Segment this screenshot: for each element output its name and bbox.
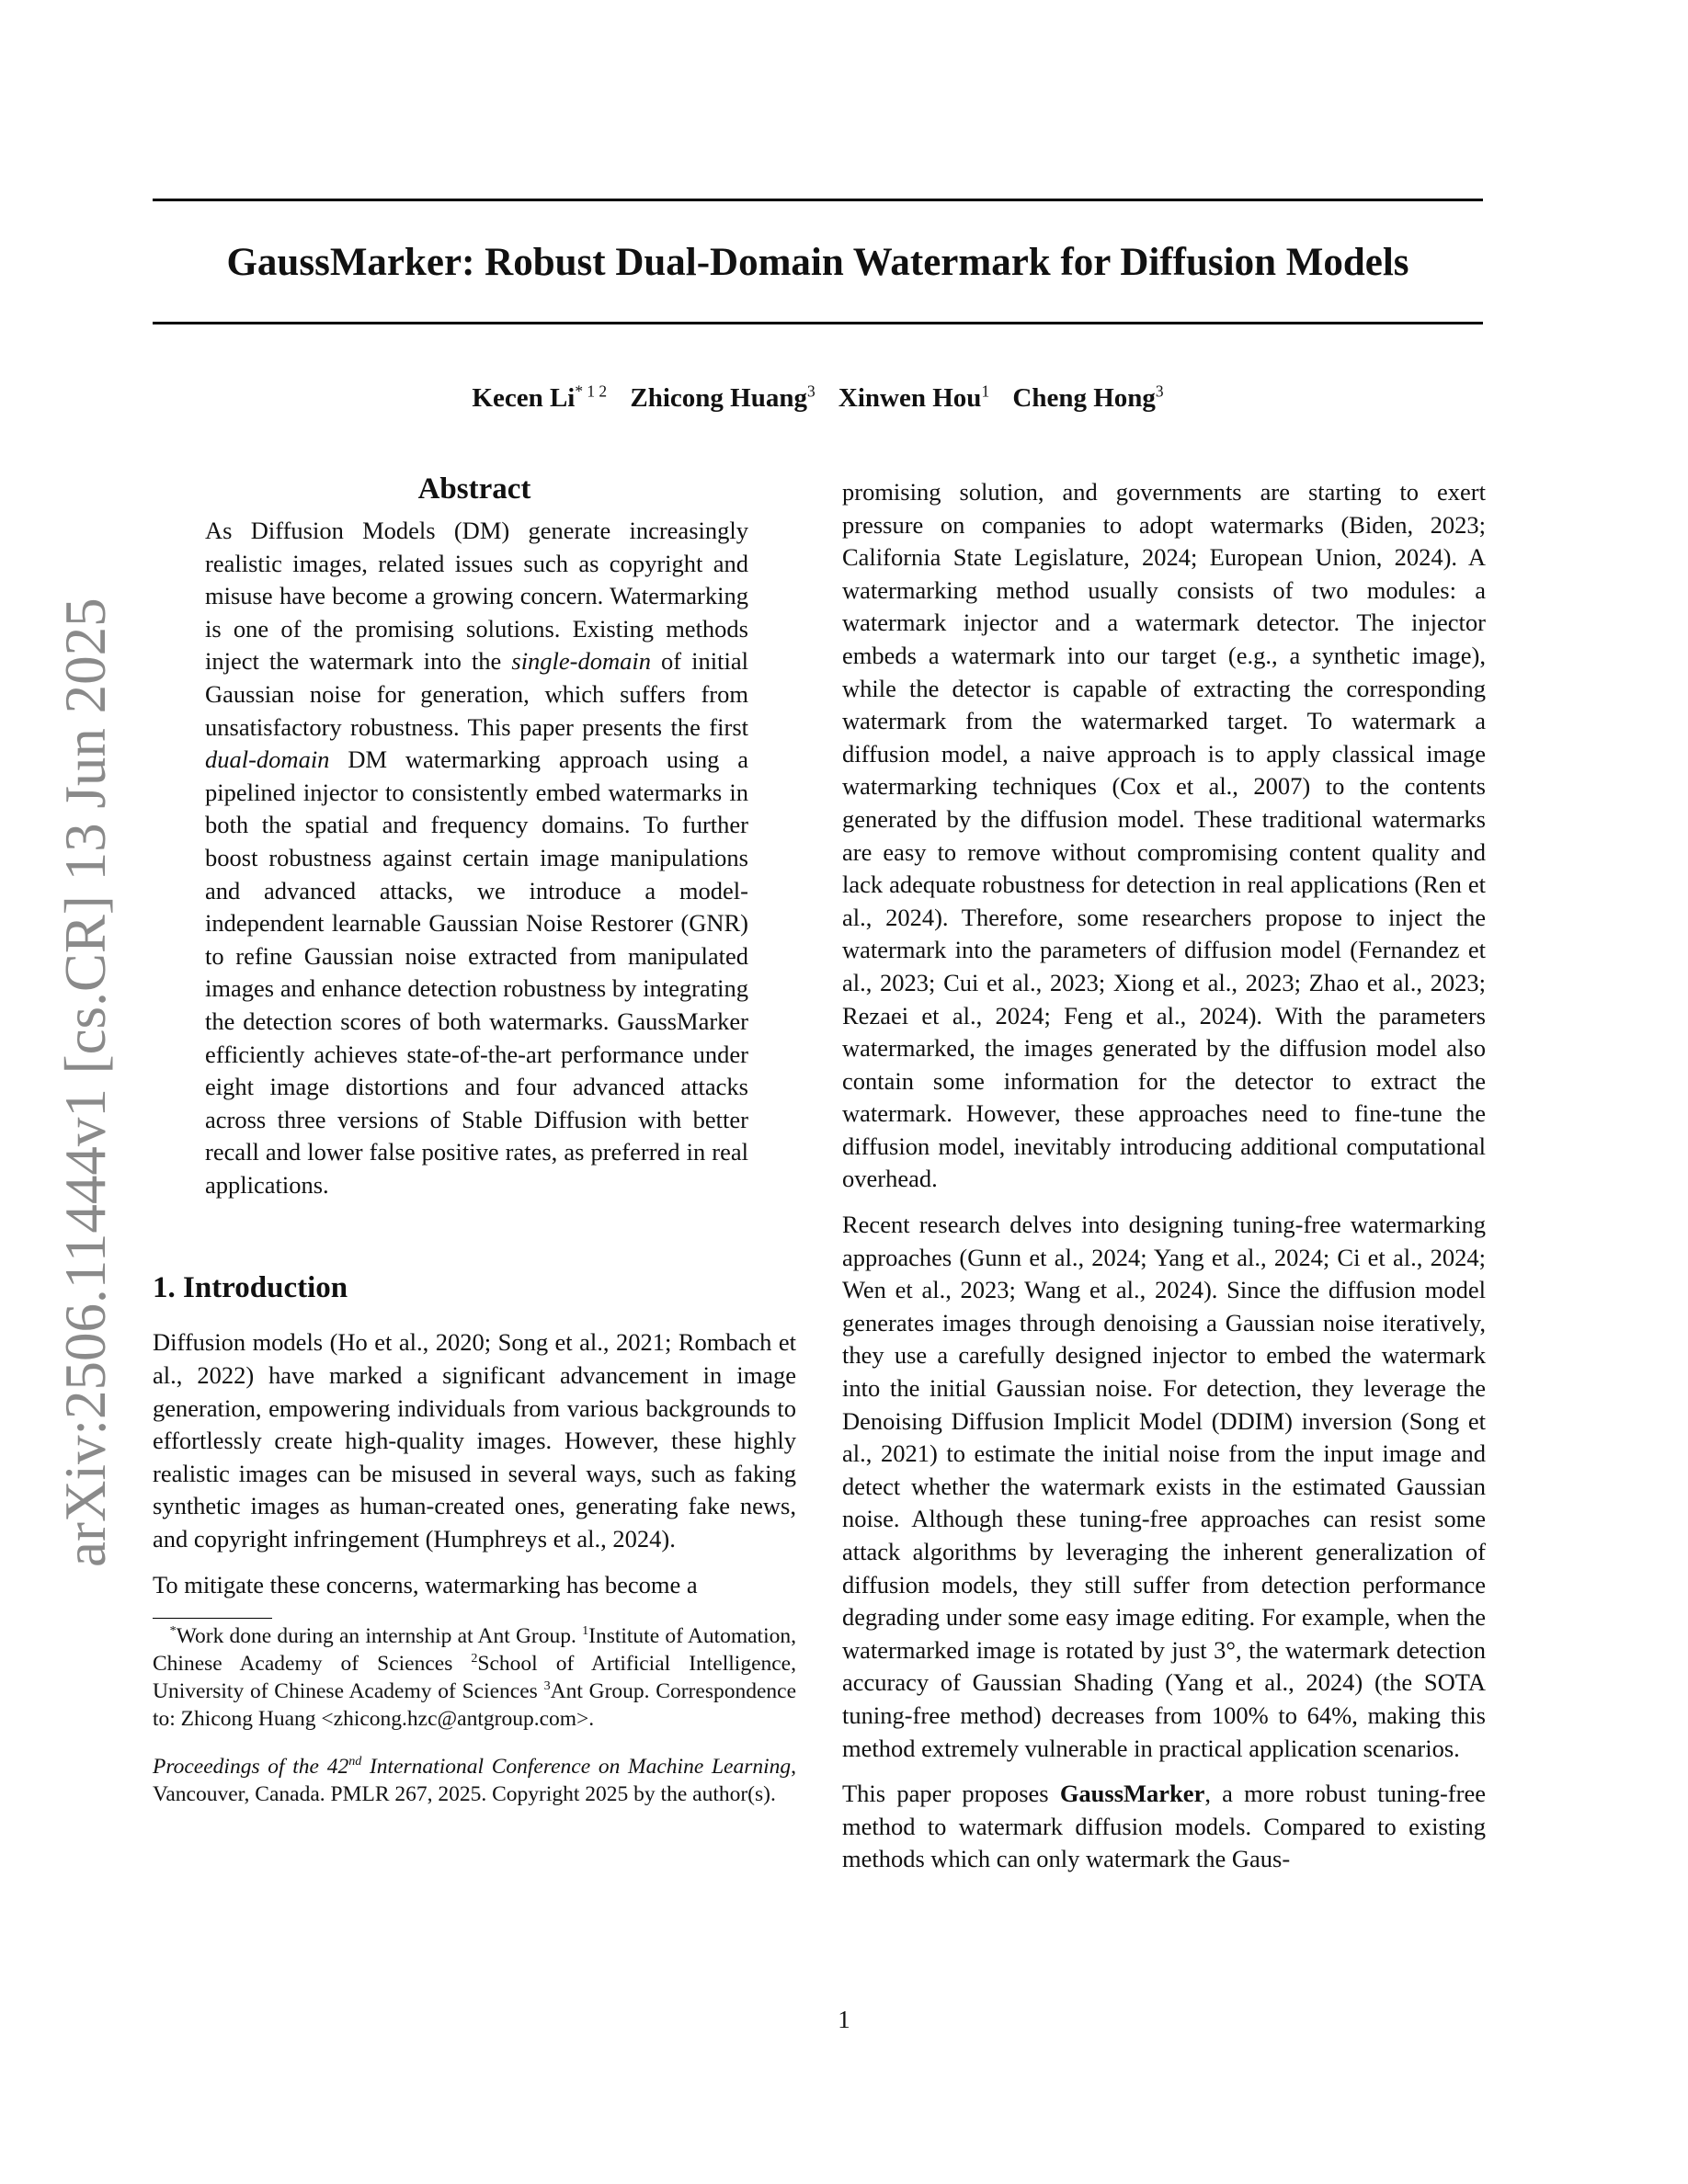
footnote-text: *Work done during an internship at Ant Group. $^1$Institute of Automation, Chinese Academy of Sciences $^2$School of Artificial Intelligence, University of Chinese Academy of Sciences $^3$Ant Group. Correspondence to: Zhicong Huang <zhicong.hzc@antgroup.com>. bbox=[153, 1623, 797, 1732]
footnote bbox=[153, 1622, 796, 1733]
page-number: 1 bbox=[838, 2006, 850, 2033]
footnote-divider bbox=[153, 1618, 272, 1619]
author: Xinwen Hou$^1$ bbox=[838, 381, 990, 413]
author: Zhicong Huang$^3$ bbox=[630, 381, 815, 413]
right-column bbox=[842, 476, 1486, 1876]
author: Kecen $Li^{* 1 2}$ bbox=[472, 381, 608, 413]
title-rule-top bbox=[153, 199, 1483, 201]
arxiv-stamp: arXiv:2506.11444v1 [cs.CR] 13 Jun 2025 bbox=[53, 597, 118, 1567]
left-column bbox=[153, 469, 796, 1808]
author-list bbox=[153, 380, 1483, 416]
abstract-text: As Diffusion Models (DM) generate increasingly realistic images, related issues such as copyright and misuse have become a growing concern. Watermarking is one of the promising solutions. Existing methods inject the watermark into the single-domain of initial Gaussian noise for generation, which suffers from unsatisfactory robustness. This paper presents the first dual-domain DM watermarking approach using a pipelined injector to consistently embed watermarks in both the spatial and frequency domains. To further boost robustness against certain image manipulations and advanced attacks, we introduce a model-independent learnable Gaussian Noise Restorer (GNR) to refine Gaussian noise extracted from manipulated images and enhance detection robustness by integrating the detection scores of both watermarks. GaussMarker efficiently achieves state-of-the-art performance under eight image distortions and four advanced attacks across three versions of Stable Diffusion with better recall and lower false positive rates, as preferred in real applications. bbox=[205, 517, 748, 1199]
paper-title: GaussMarker: Robust Dual-Domain Watermark for Diffusion Models bbox=[226, 241, 1409, 284]
section-heading-introduction: 1. Introduction bbox=[153, 1271, 348, 1305]
paragraph: Recent research delves into designing tuning-free watermarking approaches (Gunn et al., 2024; Yang et al., 2024; Ci et al., 2024; Wen et al., 2023; Wang et al., 2024). Since the diffusion model generates images through denoising a Gaussian noise iteratively, they use a carefully designed injector to embed the watermark into the initial Gaussian noise. For detection, they leverage the Denoising Diffusion Implicit Model (DDIM) inversion (Song et al., 2021) to estimate the initial noise from the input image and detect whether the watermark exists in the estimated Gaussian noise. Although these tuning-free approaches can resist some attack algorithms by leveraging the inherent generalization of diffusion models, they still suffer from detection performance degrading under some easy image editing. For example, when the watermarked image is rotated by just 3°, the watermark detection accuracy of Gaussian Shading (Yang et al., 2024) (the SOTA tuning-free method) decreases from 100% to 64%, making this method extremely vulnerable in practical application scenarios. bbox=[842, 1211, 1486, 1762]
title-rule-bottom bbox=[153, 322, 1483, 324]
paragraph: This paper proposes GaussMarker, a more robust tuning-free method to watermark diffusion models. Compared to existing methods which can only watermark the Gaus- bbox=[842, 1780, 1486, 1873]
abstract-heading: Abstract bbox=[417, 472, 531, 506]
proceedings-text: Proceedings of the 42nd International Conference on Machine Learning, Vancouver, Canada. PMLR 267, 2025. Copyright 2025 by the author(s). bbox=[153, 1754, 796, 1807]
paragraph: Diffusion models (Ho et al., 2020; Song et al., 2021; Rombach et al., 2022) have marked a significant advancement in image generation, empowering individuals from various backgrounds to effortlessly create high-quality images. However, these highly realistic images can be misused in several ways, such as faking synthetic images as human-created ones, generating fake news, and copyright infringement (Humphreys et al., 2024). bbox=[153, 1328, 796, 1553]
proceedings-note bbox=[153, 1753, 796, 1808]
paragraph: To mitigate these concerns, watermarking has become a bbox=[153, 1570, 698, 1598]
author: Cheng Hong$^3$ bbox=[1012, 381, 1164, 413]
paragraph: promising solution, and governments are starting to exert pressure on companies to adopt watermarks (Biden, 2023; California State Legislature, 2024; European Union, 2024). A watermarking method usually consists of two modules: a watermark injector and a watermark detector. The injector embeds a watermark into our target (e.g., a synthetic image), while the detector is capable of extracting the corresponding watermark from the watermarked target. To watermark a diffusion model, a naive approach is to apply classical image watermarking techniques (Cox et al., 2007) to the contents generated by the diffusion model. These traditional watermarks are easy to remove without compromising content quality and lack adequate robustness for detection in real applications (Ren et al., 2024). Therefore, some researchers propose to inject the watermark into the parameters of diffusion model (Fernandez et al., 2023; Cui et al., 2023; Xiong et al., 2023; Zhao et al., 2023; Rezaei et al., 2024; Feng et al., 2024). With the parameters watermarked, the images generated by the diffusion model also contain some information for the detector to extract the watermark. However, these approaches need to fine-tune the diffusion model, inevitably introducing additional computational overhead. bbox=[842, 478, 1486, 1193]
